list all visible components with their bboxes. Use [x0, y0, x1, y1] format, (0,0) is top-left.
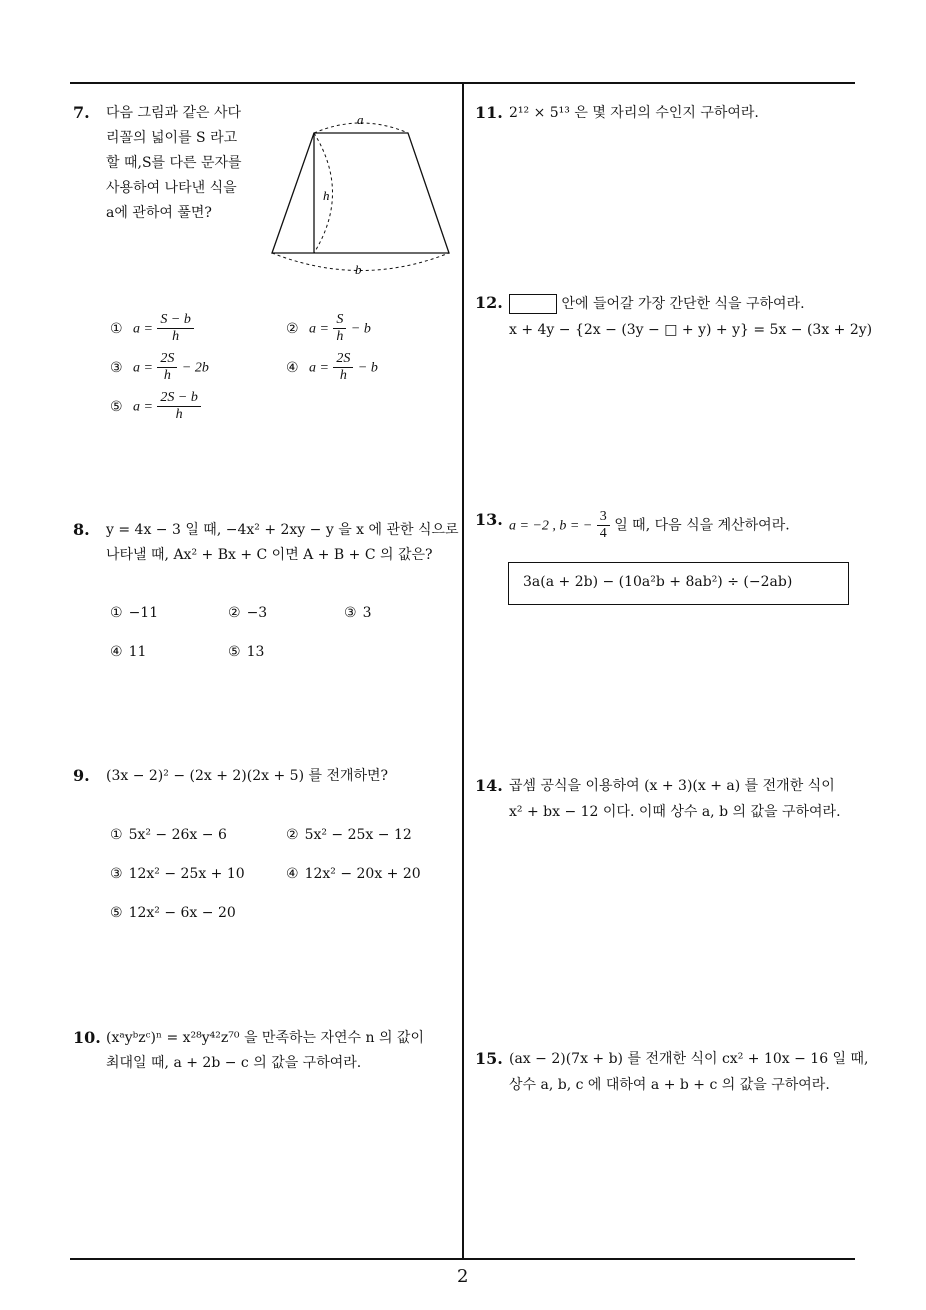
- q13-number: 13.: [475, 510, 503, 529]
- q7-line-2: 리꼴의 넓이를 S 라고: [106, 130, 238, 146]
- q14-number: 14.: [475, 776, 503, 795]
- q9-choice-1[interactable]: ① 5x² − 26x − 6: [110, 827, 227, 843]
- q7-choice-2[interactable]: ② a = $\frac{S}{h}$ − b: [286, 312, 371, 344]
- q13-line-1: a = −2 , b = − $\frac{3}{4}$ 일 때, 다음 식을 계산하여라.: [509, 509, 790, 541]
- fraction: $\frac{2S}{h}$: [333, 351, 353, 384]
- q8-line-2: 나타낼 때, Ax² + Bx + C 이면 A + B + C 의 값은?: [106, 547, 433, 563]
- fraction: $\frac{2S - b}{h}$: [157, 390, 200, 423]
- label-a: a: [357, 112, 364, 127]
- choice-mark: ①: [110, 320, 123, 337]
- q15-line-1: (ax − 2)(7x + b) 를 전개한 식이 cx² + 10x − 16 일 때,: [509, 1051, 869, 1067]
- q15-number: 15.: [475, 1049, 503, 1068]
- q11-line-1: 2¹² × 5¹³ 은 몇 자리의 수인지 구하여라.: [509, 105, 759, 121]
- q7-number: 7.: [73, 103, 90, 122]
- q8-choice-1[interactable]: ① −11: [110, 605, 159, 621]
- q9-choice-5[interactable]: ⑤ 12x² − 6x − 20: [110, 905, 236, 921]
- q13-expression: 3a(a + 2b) − (10a²b + 8ab²) ÷ (−2ab): [523, 574, 793, 590]
- q9-choice-3[interactable]: ③ 12x² − 25x + 10: [110, 866, 245, 882]
- q10-line-2: 최대일 때, a + 2b − c 의 값을 구하여라.: [106, 1055, 362, 1071]
- q13-expression-box: [508, 562, 849, 605]
- q7-choice-4[interactable]: ④ a = $\frac{2S}{h}$ − b: [286, 351, 378, 383]
- fraction: $\frac{2S}{h}$: [157, 351, 177, 384]
- label-h: h: [323, 188, 330, 203]
- q10-line-1: (xᵃyᵇzᶜ)ⁿ = x²⁸y⁴²z⁷⁰ 을 만족하는 자연수 n 의 값이: [106, 1030, 424, 1046]
- fraction: $\frac{S}{h}$: [333, 312, 346, 345]
- q11-number: 11.: [475, 103, 503, 122]
- fraction: $\frac{S - b}{h}$: [157, 312, 193, 345]
- q7-choice-5[interactable]: ⑤ a = $\frac{2S - b}{h}$: [110, 390, 201, 423]
- label-b: b: [355, 262, 362, 277]
- q9-choice-2[interactable]: ② 5x² − 25x − 12: [286, 827, 412, 843]
- q8-choice-3[interactable]: ③ 3: [344, 605, 372, 621]
- choice-mark: ④: [286, 359, 299, 376]
- choice-mark: ②: [286, 320, 299, 337]
- trapezoid-figure: [266, 108, 456, 278]
- q8-choice-5[interactable]: ⑤ 13: [228, 644, 265, 660]
- q7-line-1: 다음 그림과 같은 사다: [106, 105, 242, 121]
- answer-blank-box[interactable]: [509, 294, 557, 314]
- q7-choice-1[interactable]: ① a = $\frac{S - b}{h}$: [110, 312, 194, 345]
- q8-line-1: y = 4x − 3 일 때, −4x² + 2xy − y 을 x 에 관한 식으로: [106, 522, 459, 538]
- q10-number: 10.: [73, 1028, 101, 1047]
- q8-number: 8.: [73, 520, 90, 539]
- page-number: 2: [457, 1266, 469, 1287]
- fraction: $\frac{3}{4}$: [597, 509, 610, 542]
- column-divider: [462, 82, 464, 1260]
- q8-choice-2[interactable]: ② −3: [228, 605, 268, 621]
- q14-line-2: x² + bx − 12 이다. 이때 상수 a, b 의 값을 구하여라.: [509, 804, 841, 820]
- choice-mark: ⑤: [110, 398, 123, 415]
- choice-mark: ③: [110, 359, 123, 376]
- q9-line-1: (3x − 2)² − (2x + 2)(2x + 5) 를 전개하면?: [106, 768, 389, 784]
- bottom-rule: [70, 1258, 855, 1260]
- q12-line-2: x + 4y − {2x − (3y − □ + y) + y} = 5x − (3x + 2y): [509, 322, 873, 338]
- q7-choice-3[interactable]: ③ a = $\frac{2S}{h}$ − 2b: [110, 351, 209, 383]
- q8-choice-4[interactable]: ④ 11: [110, 644, 147, 660]
- q7-line-4: 사용하여 나타낸 식을: [106, 180, 237, 196]
- q12-number: 12.: [475, 293, 503, 312]
- q7-line-5: a에 관하여 풀면?: [106, 205, 212, 221]
- q9-choice-4[interactable]: ④ 12x² − 20x + 20: [286, 866, 421, 882]
- q15-line-2: 상수 a, b, c 에 대하여 a + b + c 의 값을 구하여라.: [509, 1077, 830, 1093]
- q7-line-3: 할 때,S를 다른 문자를: [106, 155, 242, 171]
- q12-line-1: 안에 들어갈 가장 간단한 식을 구하여라.: [509, 292, 805, 317]
- q9-number: 9.: [73, 766, 90, 785]
- q14-line-1: 곱셈 공식을 이용하여 (x + 3)(x + a) 를 전개한 식이: [509, 778, 835, 794]
